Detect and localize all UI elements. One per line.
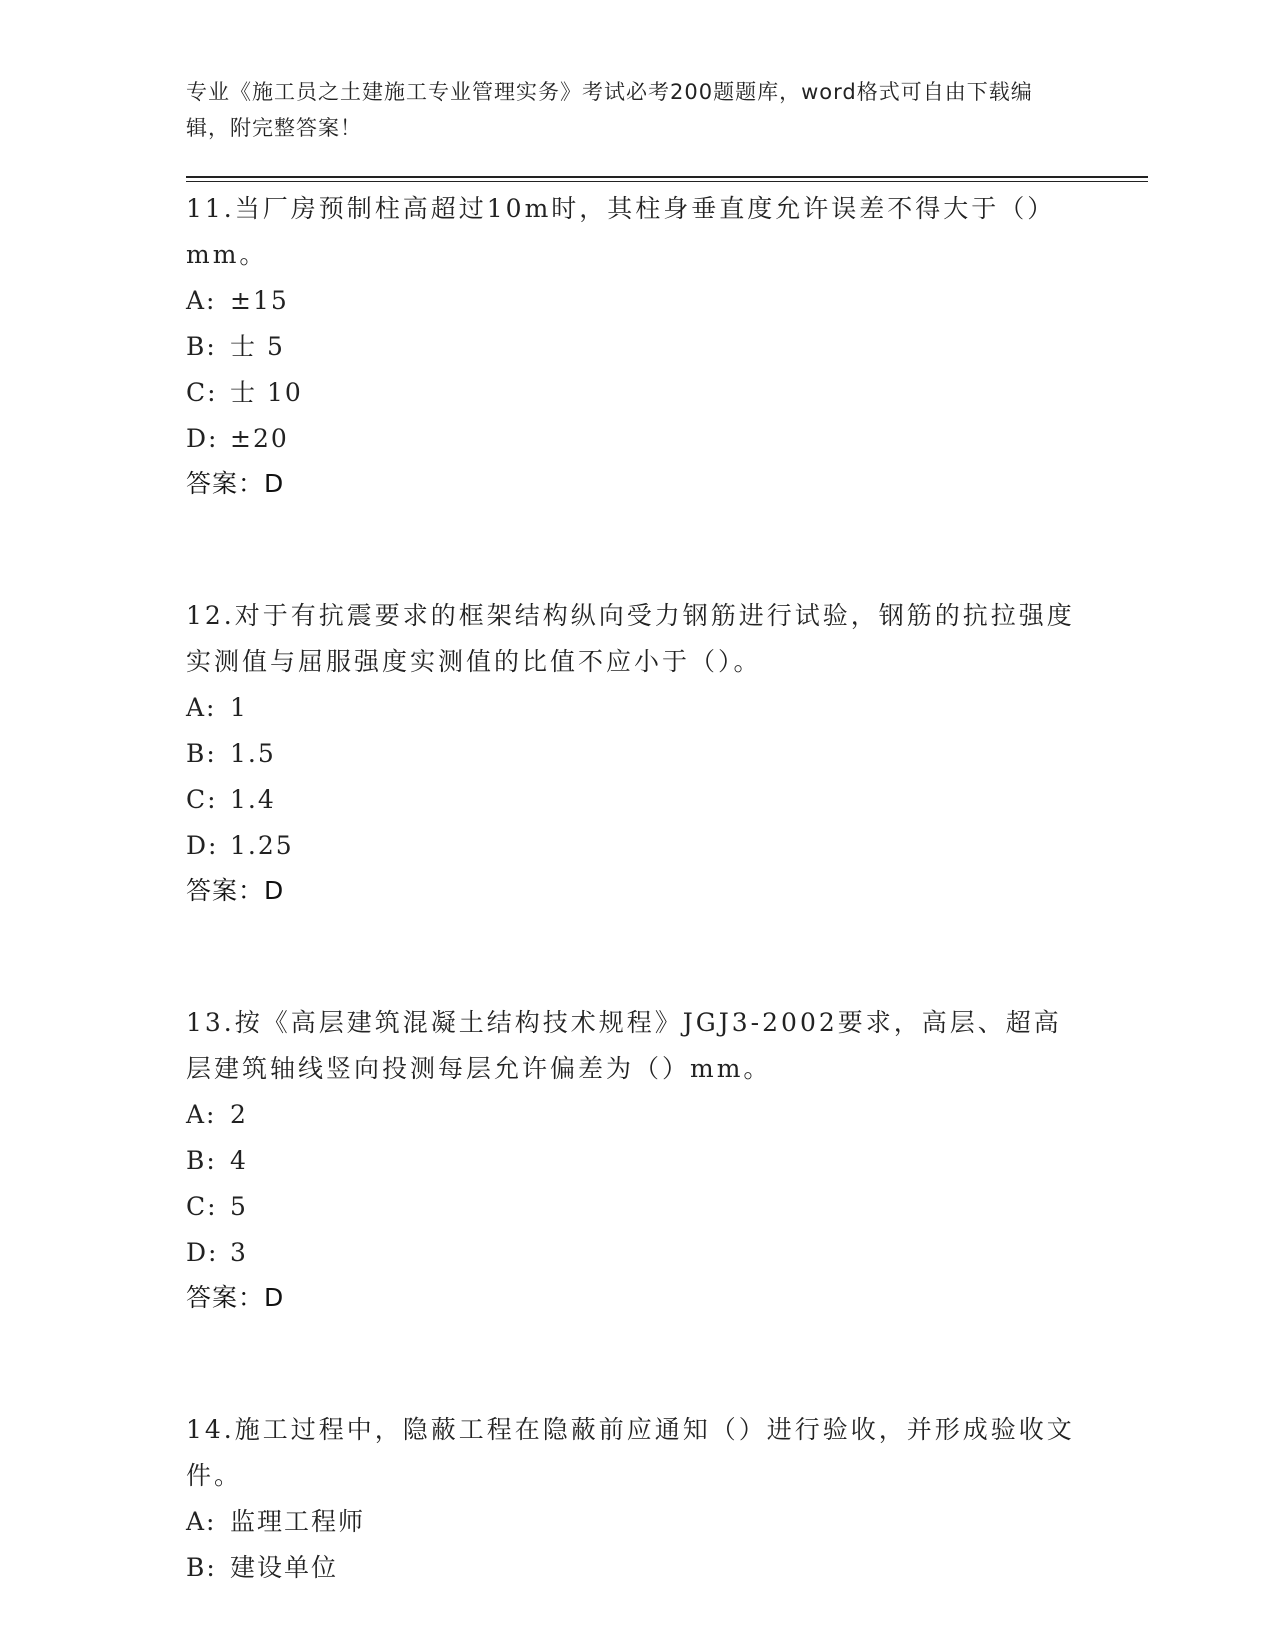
option-letter: A: [186,693,217,722]
option-text: ±15 [230,286,289,315]
question-stem: 11.当厂房预制柱高超过10m时，其柱身垂直度允许误差不得大于（）mm。 [186,194,1056,269]
option-text: 1.4 [230,785,276,814]
option-text: 3 [230,1238,248,1267]
header-divider-thin [186,181,1148,182]
document-header: 专业《施工员之土建施工专业管理实务》考试必考200题题库，word格式可自由下载编辑，附完整答案！ [186,80,1033,140]
option-text: 1.5 [230,739,276,768]
option-d [186,823,1086,869]
option-c [186,370,1086,416]
option-letter: B: [186,1146,217,1175]
option-text: 1.25 [230,831,294,860]
option-letter: A: [186,1100,217,1129]
option-text: 2 [230,1100,248,1129]
question-13 [186,1000,1086,1320]
question-stem: 14.施工过程中，隐蔽工程在隐蔽前应通知（）进行验收，并形成验收文件。 [186,1415,1075,1490]
option-letter: D: [186,1238,219,1267]
option-letter: C: [186,1192,218,1221]
question-12 [186,593,1086,913]
question-list [186,186,1086,1591]
question-11 [186,186,1086,506]
answer-line: 答案：D [186,1283,285,1312]
option-b [186,1138,1086,1184]
option-text: 建设单位 [230,1553,339,1582]
option-b [186,1545,1086,1591]
option-letter: B: [186,332,217,361]
option-letter: D: [186,831,219,860]
option-a [186,1092,1086,1138]
option-text: 4 [230,1146,248,1175]
option-letter: D: [186,424,219,453]
option-letter: A: [186,1507,217,1536]
option-letter: B: [186,739,217,768]
option-letter: A: [186,286,217,315]
option-text: 1 [230,693,248,722]
option-b [186,324,1086,370]
option-d [186,416,1086,462]
header-divider-thick [186,176,1148,178]
option-b [186,731,1086,777]
option-text: 士 5 [230,332,285,361]
option-c [186,1184,1086,1230]
option-a [186,1499,1086,1545]
option-letter: C: [186,378,218,407]
option-text: 5 [230,1192,248,1221]
option-letter: B: [186,1553,217,1582]
question-stem: 13.按《高层建筑混凝土结构技术规程》JGJ3-2002要求，高层、超高层建筑轴线竖向投测每层允许偏差为（）mm。 [186,1008,1062,1083]
option-letter: C: [186,785,218,814]
answer-line: 答案：D [186,469,285,498]
option-c [186,777,1086,823]
question-stem: 12.对于有抗震要求的框架结构纵向受力钢筋进行试验，钢筋的抗拉强度实测值与屈服强度实测值的比值不应小于（）。 [186,601,1075,676]
option-text: 士 10 [230,378,303,407]
option-a [186,278,1086,324]
option-a [186,685,1086,731]
option-text: 监理工程师 [230,1507,366,1536]
option-text: ±20 [230,424,289,453]
option-d [186,1230,1086,1276]
answer-line: 答案：D [186,876,285,905]
question-14 [186,1407,1086,1591]
